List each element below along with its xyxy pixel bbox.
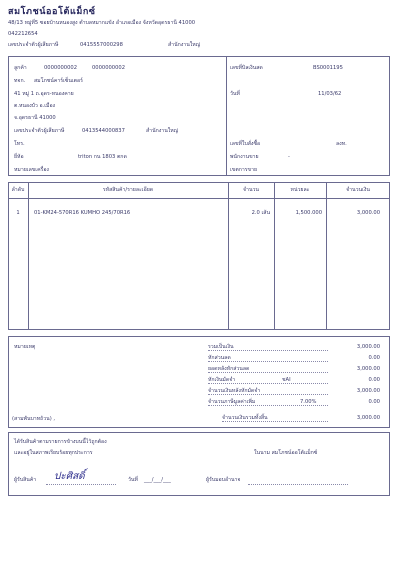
authorized-label: ผู้รับมอบอำนาจ	[206, 477, 241, 483]
company-signature-caption: ในนาม สมโภชน์ออโต้แม็กซ์	[254, 450, 318, 456]
summary-value-subtotal: 3,000.00	[356, 344, 380, 350]
header-qty: จำนวน	[243, 187, 259, 193]
customer-tax-label: เลขประจำตัวผู้เสียภาษี	[14, 128, 65, 134]
doc-date-label: วันที่	[230, 91, 240, 97]
po-no-label: เลขที่ใบสั่งซื้อ	[230, 141, 261, 147]
info-divider	[226, 56, 227, 176]
summary-label-grand-total: จำนวนเงินรวมทั้งสิ้น	[222, 416, 328, 422]
customer-name-label: ทจก.	[14, 78, 26, 84]
receipt-statement-1: ได้รับสินค้าตามรายการข้างบนนี้ไว้ถูกต้อง	[14, 439, 107, 445]
amount-in-words: (สามพันบาทถ้วน) ,	[12, 416, 56, 422]
summary-value-vat: 0.00	[368, 399, 380, 405]
receiver-sign-line	[46, 484, 116, 485]
summary-value-discount: 0.00	[368, 355, 380, 361]
header-no: ลำดับ	[11, 187, 25, 193]
customer-address-2: ต.หนองบัว อ.เมือง	[14, 103, 56, 109]
staff-value: -	[288, 154, 290, 160]
header-amount: จำนวนเงิน	[346, 187, 370, 193]
summary-label-after-deposit: จำนวนเงินหลังหักมัดจำ	[208, 389, 328, 395]
table-header-divider	[8, 198, 390, 199]
row-1-description: 01-KM24-570R16 KUMHO 245/70R16	[34, 210, 131, 216]
col-divider-3	[274, 182, 275, 330]
company-phone: 042212654	[8, 31, 38, 37]
company-branch: สำนักงานใหญ่	[168, 42, 201, 48]
header-description: รหัสสินค้า/รายละเอียด	[102, 187, 154, 193]
summary-label-vat: จำนวนภาษีมูลค่าเพิ่ม	[208, 400, 328, 406]
customer-address-3: จ.อุดรธานี 41000	[14, 115, 56, 121]
summary-label-discount: หักส่วนลด	[208, 356, 328, 362]
customer-branch: สำนักงานใหญ่	[146, 128, 179, 134]
row-1-no: 1	[16, 210, 20, 216]
doc-no-label: เลขที่บิลเงินสด	[230, 65, 263, 71]
row-1-unit-price: 1,500.000	[295, 210, 322, 216]
col-divider-1	[28, 182, 29, 330]
summary-extra-deposit: ชAI	[282, 377, 291, 383]
row-1-amount: 3,000.00	[356, 210, 380, 216]
customer-code-2: 0000000002	[92, 65, 126, 71]
po-suffix: ลงท.	[336, 141, 347, 147]
summary-extra-vat: 7.00%	[300, 399, 317, 405]
col-divider-4	[326, 182, 327, 330]
authorized-sign-line	[248, 484, 348, 485]
customer-code-label: ลูกค้า	[14, 65, 27, 71]
company-address: 48/13 หมู่ที่5 ซอยบ้านหนองสูง ตำบลหมากแข้ง อำเภอเมือง จังหวัดอุดรธานี 41000	[8, 20, 196, 26]
summary-value-after-deposit: 3,000.00	[356, 388, 380, 394]
summary-value-grand-total: 3,000.00	[356, 415, 380, 421]
receiver-signature: ปะศิสดิ์	[54, 471, 85, 482]
receiver-date-label: วันที่	[128, 477, 138, 483]
terms-label: เขตการขาย	[230, 167, 258, 173]
header-unit-price: หน่วยละ	[290, 187, 310, 193]
company-tax-id: 0415557000298	[80, 42, 123, 48]
receiver-date-blank: ___/___/___	[144, 477, 171, 483]
machine-no-label: หมายเลขเครื่อง	[14, 167, 49, 173]
customer-car-label: ยี่ห้อ	[14, 154, 24, 160]
summary-value-after-discount: 3,000.00	[356, 366, 380, 372]
col-divider-2	[228, 182, 229, 330]
company-name: สมโภชน์ออโต้แม็กซ์	[8, 7, 96, 17]
company-tax-label: เลขประจำตัวผู้เสียภาษี	[8, 42, 59, 48]
customer-info-box	[8, 56, 390, 176]
customer-tax-id: 0413544000837	[82, 128, 125, 134]
summary-label-after-discount: ยอดหลังหักส่วนลด	[208, 367, 328, 373]
receipt-statement-2: และอยู่ในสภาพเรียบร้อยทุกประการ	[14, 450, 93, 456]
items-table	[8, 182, 390, 330]
summary-value-deposit: 0.00	[368, 377, 380, 383]
doc-no: BS0001195	[313, 65, 343, 71]
customer-code: 0000000002	[44, 65, 78, 71]
customer-name: สมโภชน์คาร์เซ็นเตอร์	[34, 78, 83, 84]
customer-car: triton กน 1803 ตกด	[78, 154, 127, 160]
summary-label-subtotal: รวมเป็นเงิน	[208, 345, 328, 351]
customer-phone-label: โทร.	[14, 141, 25, 147]
row-1-qty: 2.0 เส้น	[251, 210, 270, 216]
staff-label: พนักงานขาย	[230, 154, 259, 160]
summary-label-deposit: หักเงินมัดจำ	[208, 378, 328, 384]
remark-label: หมายเหตุ	[14, 344, 36, 350]
doc-date: 11/03/62	[318, 91, 342, 97]
receiver-label: ผู้รับสินค้า	[14, 477, 37, 483]
customer-address-1: 41 หมู่ 1 ถ.อุดร-หนองคาย	[14, 91, 74, 97]
